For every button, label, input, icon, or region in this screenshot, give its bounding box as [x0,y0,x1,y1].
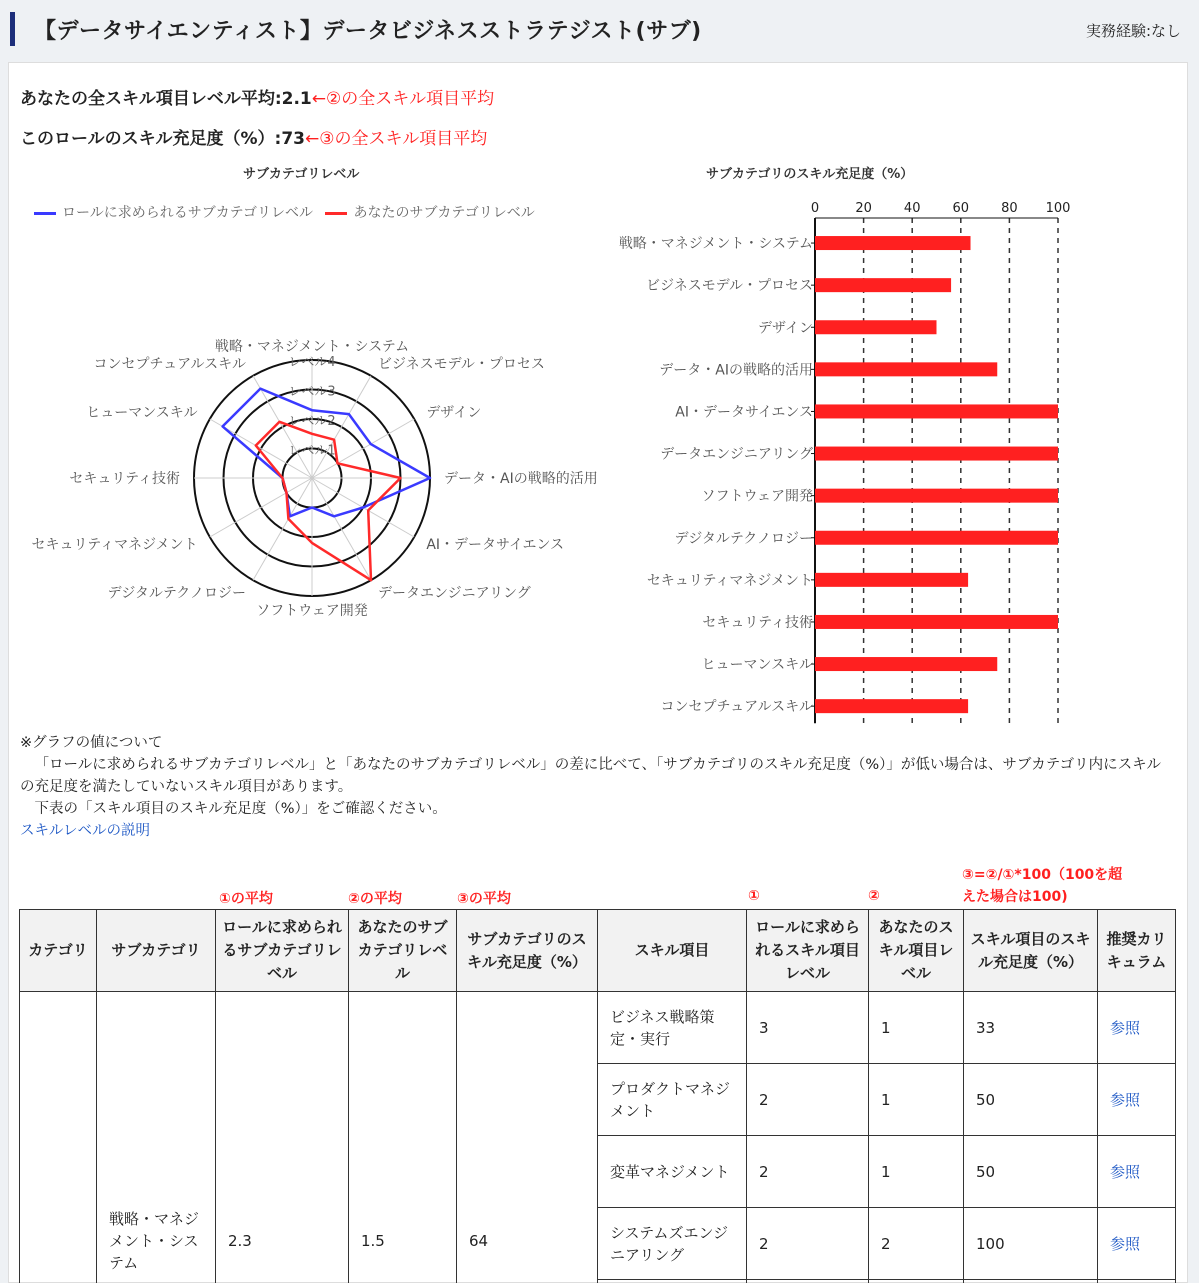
skill-fill: 33 [964,992,1098,1064]
skill-fill [964,1280,1098,1283]
radar-axis-label: ヒューマンスキル [86,405,198,421]
bar-category-label: ヒューマンスキル [701,657,813,674]
col-role-skill-level: ロールに求められるスキル項目レベル [747,910,869,992]
radar-spoke [312,478,371,580]
col-skill-fill: スキル項目のスキル充足度（%） [964,910,1098,992]
radar-axis-label: セキュリティマネジメント [31,537,198,553]
bar-tick-label: 80 [1001,201,1018,216]
bar-mark [815,657,997,671]
radar-axis-label: コンセプチュアルスキル [93,356,246,373]
bar-mark [815,362,997,376]
bar-mark [815,278,951,292]
skill-name [598,1280,747,1283]
radar-axis-label: ソフトウェア開発 [256,603,368,619]
bar-tick-label: 20 [855,201,872,216]
bar-mark [815,615,1058,629]
bar-category-label: ソフトウェア開発 [701,488,813,505]
col-category: カテゴリ [20,910,97,992]
radar-axis-label: AI・データサイエンス [426,537,565,553]
bar-category-label: コンセプチュアルスキル [660,699,813,716]
role-fill-note: ←③の全スキル項目平均 [304,129,488,149]
annotation-avg1: ①の平均 [219,891,273,907]
role-skill-level: 2 [747,1064,869,1136]
role-fill-rate [20,124,487,149]
col-subcategory: サブカテゴリ [97,910,216,992]
experience-label: 実務経験:なし [1085,22,1181,40]
bar-category-label: データ・AIの戦略的活用 [659,362,813,379]
bar-tick-label: 0 [810,201,820,216]
skill-name: 変革マネジメント [598,1136,747,1208]
annotation-c2: ② [868,888,880,904]
curriculum-link [1098,1280,1176,1283]
bar-chart-title: サブカテゴリのスキル充足度（%） [706,167,914,182]
bar-category-label: データエンジニアリング [660,446,813,463]
radar-axis-label: 戦略・マネジメント・システム [214,339,410,355]
skill-fill: 50 [964,1064,1098,1136]
bar-mark [815,447,1058,461]
radar-axis-label: データエンジニアリング [378,585,531,602]
col-role-sub-level: ロールに求められるサブカテゴリレベル [216,910,349,992]
col-your-skill-level: あなたのスキル項目レベル [869,910,964,992]
legend-role[interactable] [34,205,313,221]
note-body-2: 下表の「スキル項目のスキル充足度（%）」をご確認ください。 [34,801,447,817]
col-your-sub-level: あなたのサブカテゴリレベル [349,910,457,992]
bar-category-label: デザイン [757,320,813,337]
skill-average-note: ←②の全スキル項目平均 [311,89,495,109]
page-header [0,0,1199,58]
role-skill-level: 3 [747,992,869,1064]
bar-mark [815,531,1058,545]
radar-axis-label: ビジネスモデル・プロセス [378,356,545,373]
role-skill-level [747,1280,869,1283]
skill-name: プロダクトマネジメント [598,1064,747,1136]
skill-name: ビジネス戦略策定・実行 [598,992,747,1064]
subcategory-cell: 戦略・マネジメント・システム [97,992,216,1283]
bar-tick-label: 60 [952,201,970,216]
skill-fill: 100 [964,1208,1098,1280]
bar-category-label: ビジネスモデル・プロセス [646,278,813,295]
header-accent-bar [10,12,15,46]
role-skill-level: 2 [747,1136,869,1208]
radar-axis-label: セキュリティ技術 [69,471,180,487]
col-sub-fill: サブカテゴリのスキル充足度（%） [457,910,598,992]
page-title: 【データサイエンティスト】データビジネスストラテジスト(サブ) [34,19,702,44]
your-skill-level [869,1280,964,1283]
radar-ring-label: レベル3 [288,384,336,400]
role-skill-level: 2 [747,1208,869,1280]
graph-note [20,732,1170,842]
radar-ring-label: レベル1 [288,443,336,459]
table-row [20,992,1176,1064]
bar-mark [815,320,937,334]
category-cell [20,992,97,1283]
role-sub-level-cell: 2.3 [216,992,349,1283]
table-header-row [20,910,1176,992]
bar-category-label: セキュリティ技術 [702,614,813,631]
curriculum-link[interactable]: 参照 [1098,1208,1176,1280]
annotation-formula [962,864,1122,908]
legend-you[interactable] [325,205,534,221]
skills-table [19,909,1176,1283]
bar-chart [560,190,1120,730]
bar-mark [815,699,968,713]
curriculum-link[interactable]: 参照 [1098,1064,1176,1136]
legend-you-label: あなたのサブカテゴリレベル [353,205,535,221]
radar-chart-title: サブカテゴリレベル [243,167,360,182]
bar-mark [815,489,1058,503]
skill-level-link[interactable]: スキルレベルの説明 [20,823,150,839]
your-skill-level: 1 [869,1064,964,1136]
col-skill: スキル項目 [598,910,747,992]
bar-category-label: AI・データサイエンス [675,404,813,421]
radar-spoke [253,478,312,580]
col-curriculum: 推奨カリキュラム [1098,910,1176,992]
skill-average [20,84,494,109]
bar-category-label: 戦略・マネジメント・システム [618,236,813,253]
radar-legend [34,202,535,222]
radar-ring-label: レベル2 [288,414,336,429]
radar-ring-label: レベル4 [288,355,336,370]
legend-role-label: ロールに求められるサブカテゴリレベル [62,205,314,221]
legend-you-swatch [325,212,347,215]
skill-average-value: あなたの全スキル項目レベル平均:2.1 [20,89,312,109]
annotation-avg2: ②の平均 [348,891,402,907]
sub-fill-cell: 64 [457,992,598,1283]
curriculum-link[interactable]: 参照 [1098,992,1176,1064]
annotation-formula-line2: えた場合は100) [962,889,1068,905]
radar-chart [0,300,620,630]
radar-axis-label: デザイン [426,405,482,421]
legend-role-swatch [34,212,56,215]
bar-mark [815,404,1058,418]
your-skill-level: 1 [869,992,964,1064]
bar-category-label: セキュリティマネジメント [646,572,813,589]
bar-mark [815,236,971,250]
curriculum-link[interactable]: 参照 [1098,1136,1176,1208]
annotation-formula-line1: ③=②/①*100（100を超 [962,867,1123,883]
annotation-c1: ① [748,888,760,904]
your-skill-level: 1 [869,1136,964,1208]
skill-name: システムズエンジニアリング [598,1208,747,1280]
bar-mark [815,573,968,587]
role-fill-value: このロールのスキル充足度（%）:73 [20,129,305,149]
radar-axis-label: デジタルテクノロジー [107,585,246,602]
your-skill-level: 2 [869,1208,964,1280]
note-body: 「ロールに求められるサブカテゴリレベル」と「あなたのサブカテゴリレベル」の差に比べて、「サブカテゴリのスキル充足度（%）」が低い場合は、サブカテゴリ内にスキルの充足度を満たしていないスキル項目があります。 [20,757,1162,795]
bar-tick-label: 100 [1045,201,1071,216]
note-heading: ※グラフの値について [20,735,163,751]
your-sub-level-cell: 1.5 [349,992,457,1283]
skill-fill: 50 [964,1136,1098,1208]
annotation-avg3: ③の平均 [457,891,511,907]
radar-axis-label: データ・AIの戦略的活用 [444,471,598,487]
bar-tick-label: 40 [903,201,921,216]
bar-category-label: デジタルテクノロジー [674,530,813,547]
